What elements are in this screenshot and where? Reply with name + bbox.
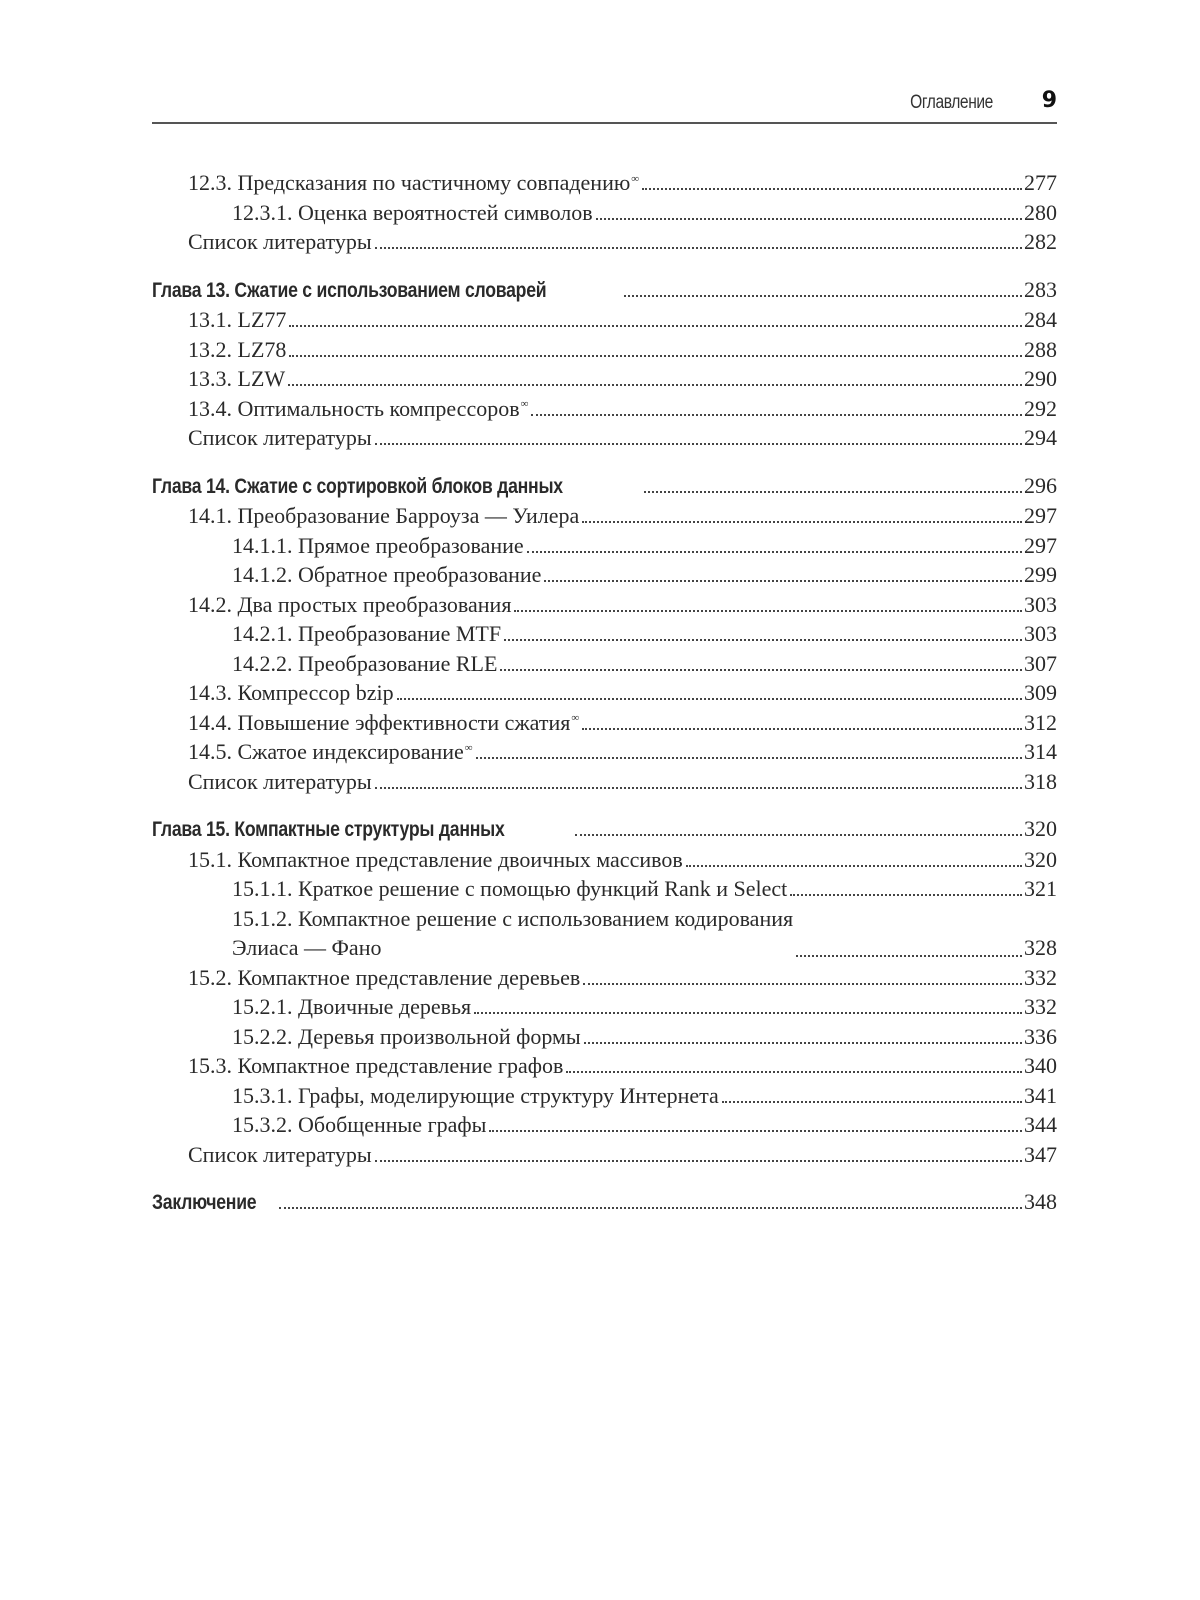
- toc-entry[interactable]: [152, 845, 1057, 875]
- toc-page-number: 309: [1024, 680, 1057, 705]
- dot-leader: [566, 1071, 1022, 1073]
- toc-entry-title: [152, 472, 641, 502]
- toc-page-number: 288: [1024, 336, 1057, 362]
- toc-entry[interactable]: [152, 1051, 1057, 1081]
- toc-entry[interactable]: [152, 198, 1057, 228]
- dot-leader: [375, 787, 1022, 789]
- toc-page-number: 303: [1024, 621, 1057, 646]
- toc-entry-label: Глава 13. Сжатие с использованием словарей: [152, 278, 547, 302]
- toc-entry-label: 14.2. Два простых преобразования: [188, 591, 512, 617]
- dot-leader: [474, 1012, 1022, 1014]
- toc-chapter-entry[interactable]: [152, 471, 1057, 502]
- toc-page-number: 299: [1024, 562, 1057, 587]
- table-of-contents: [152, 168, 1057, 1218]
- toc-entry[interactable]: [152, 1022, 1057, 1052]
- toc-entry-title: [188, 423, 372, 453]
- toc-entry-label: Глава 14. Сжатие с сортировкой блоков данных: [152, 474, 563, 498]
- dot-leader: [514, 610, 1022, 612]
- dot-leader: [500, 669, 1022, 671]
- toc-entry-label: Глава 15. Компактные структуры данных: [152, 818, 505, 841]
- dot-leader: [575, 834, 1022, 836]
- toc-entry-label: Заключение: [152, 1191, 257, 1214]
- toc-entry[interactable]: [152, 1140, 1057, 1170]
- toc-entry-label: 14.2.2. Преобразование RLE: [232, 650, 498, 676]
- toc-entry-title: [188, 1051, 563, 1081]
- toc-entry-title: [188, 590, 511, 620]
- toc-entry-label-continuation: Элиаса — Фано: [232, 935, 382, 960]
- toc-entry[interactable]: [152, 904, 1057, 963]
- toc-page-number: 297: [1024, 503, 1057, 528]
- toc-chapter-entry[interactable]: [152, 814, 1057, 845]
- dot-leader: [279, 1207, 1022, 1209]
- dot-leader: [686, 865, 1022, 867]
- toc-chapter-entry[interactable]: [152, 1187, 1057, 1218]
- toc-entry[interactable]: [152, 649, 1057, 679]
- dot-leader: [375, 247, 1022, 249]
- toc-entry[interactable]: [152, 560, 1057, 590]
- toc-entry[interactable]: [152, 168, 1057, 198]
- dot-leader: [584, 1042, 1022, 1044]
- toc-entry-title: [232, 560, 541, 590]
- toc-entry-title: [232, 992, 471, 1022]
- dot-leader: [544, 580, 1022, 582]
- toc-entry-title: [188, 963, 580, 993]
- running-header: [152, 86, 1057, 124]
- toc-page-number: 277: [1024, 170, 1057, 195]
- running-title: Оглавление: [910, 92, 993, 113]
- toc-entry-title: [152, 1188, 276, 1218]
- toc-page-number: 332: [1024, 994, 1057, 1019]
- toc-entry-label: 14.2.1. Преобразование MTF: [232, 621, 502, 646]
- toc-entry-label: Список литературы: [188, 768, 372, 794]
- dot-leader: [527, 551, 1022, 553]
- toc-entry[interactable]: [152, 501, 1057, 531]
- infinity-mark-icon: ∞: [571, 712, 580, 725]
- page-number: 9: [1041, 88, 1057, 113]
- toc-entry-title: [232, 874, 787, 904]
- toc-page-number: 284: [1024, 307, 1057, 332]
- toc-entry-title: [232, 1022, 581, 1052]
- toc-entry-title: [232, 904, 793, 963]
- toc-entry-title: [152, 276, 621, 306]
- toc-entry-title: [152, 815, 572, 845]
- toc-page-number: 296: [1024, 472, 1057, 498]
- infinity-mark-icon: ∞: [631, 172, 640, 185]
- toc-entry[interactable]: [152, 1081, 1057, 1111]
- toc-entry[interactable]: [152, 590, 1057, 620]
- toc-page-number: 340: [1024, 1053, 1057, 1078]
- toc-entry[interactable]: [152, 767, 1057, 797]
- toc-entry-label: Список литературы: [188, 229, 372, 254]
- toc-entry[interactable]: [152, 737, 1057, 767]
- toc-page-number: 320: [1024, 816, 1057, 841]
- toc-entry-title: [188, 227, 372, 257]
- dot-leader: [642, 188, 1022, 190]
- dot-leader: [582, 728, 1022, 730]
- toc-page-number: 283: [1024, 276, 1057, 302]
- dot-leader: [796, 955, 1022, 957]
- toc-entry[interactable]: [152, 992, 1057, 1022]
- toc-entry-label: 14.1. Преобразование Барроуза — Уилера: [188, 503, 580, 528]
- toc-entry-title: [188, 767, 372, 797]
- toc-entry-title: [188, 845, 683, 875]
- toc-entry-title: [232, 649, 497, 679]
- toc-page-number: 280: [1024, 199, 1057, 225]
- toc-entry[interactable]: [152, 394, 1057, 424]
- dot-leader: [289, 355, 1022, 357]
- toc-entry-label: 14.1.1. Прямое преобразование: [232, 532, 524, 558]
- toc-entry-title: [188, 501, 579, 531]
- dot-leader: [289, 325, 1022, 327]
- toc-entry-label: 13.4. Оптимальность компрессоров: [188, 395, 520, 421]
- toc-page-number: 297: [1024, 532, 1057, 558]
- toc-page-number: 290: [1024, 366, 1057, 391]
- toc-entry-label: 15.3. Компактное представление графов: [188, 1053, 564, 1078]
- dot-leader: [582, 521, 1022, 523]
- dot-leader: [397, 698, 1022, 700]
- toc-entry-label: 13.1. LZ77: [188, 307, 287, 332]
- toc-entry-title: [232, 531, 524, 561]
- toc-entry-label: 13.2. LZ78: [188, 336, 287, 362]
- infinity-mark-icon: ∞: [464, 741, 473, 754]
- toc-entry-label: 12.3.1. Оценка вероятностей символов: [232, 199, 593, 225]
- toc-entry-label: 15.3.2. Обобщенные графы: [232, 1112, 487, 1137]
- toc-entry-label: Список литературы: [188, 425, 372, 450]
- dot-leader: [624, 295, 1022, 297]
- toc-entry[interactable]: [152, 619, 1057, 649]
- toc-page-number: 332: [1024, 964, 1057, 990]
- toc-entry-title: [188, 394, 528, 424]
- toc-entry[interactable]: [152, 227, 1057, 257]
- toc-entry-label: 15.1. Компактное представление двоичных массивов: [188, 846, 683, 872]
- toc-entry-title: [232, 1110, 486, 1140]
- toc-entry-label: 15.1.2. Компактное решение с использованием кодирования: [232, 905, 794, 931]
- toc-entry-title: [232, 1081, 719, 1111]
- dot-leader: [375, 1160, 1022, 1162]
- toc-entry-label: 14.3. Компрессор bzip: [188, 680, 394, 705]
- dot-leader: [288, 384, 1022, 386]
- toc-page-number: 312: [1024, 709, 1057, 735]
- toc-page-number: 348: [1024, 1189, 1057, 1214]
- toc-entry[interactable]: [152, 423, 1057, 453]
- toc-entry-title: [188, 305, 286, 335]
- toc-entry-title: [188, 708, 579, 738]
- infinity-mark-icon: ∞: [520, 398, 529, 411]
- toc-page-number: 314: [1024, 739, 1057, 764]
- toc-page-number: 341: [1024, 1082, 1057, 1108]
- dot-leader: [489, 1130, 1022, 1132]
- toc-entry-label: 15.2.2. Деревья произвольной формы: [232, 1023, 581, 1049]
- toc-page-number: 292: [1024, 395, 1057, 421]
- toc-entry[interactable]: [152, 1110, 1057, 1140]
- toc-entry-title: [188, 678, 394, 708]
- toc-entry-label: 14.5. Сжатое индексирование: [188, 739, 464, 764]
- toc-entry[interactable]: [152, 678, 1057, 708]
- toc-entry-title: [232, 619, 501, 649]
- toc-entry[interactable]: [152, 708, 1057, 738]
- toc-entry[interactable]: [152, 305, 1057, 335]
- toc-entry[interactable]: [152, 335, 1057, 365]
- toc-page-number: 303: [1024, 591, 1057, 617]
- dot-leader: [596, 218, 1022, 220]
- dot-leader: [504, 639, 1022, 641]
- toc-entry-label: 15.2. Компактное представление деревьев: [188, 964, 581, 990]
- toc-page-number: 321: [1024, 876, 1057, 901]
- toc-page-number: 336: [1024, 1023, 1057, 1049]
- toc-entry[interactable]: [152, 963, 1057, 993]
- toc-entry-title: [188, 168, 639, 198]
- toc-page-number: 318: [1024, 768, 1057, 794]
- toc-page-number: 347: [1024, 1141, 1057, 1167]
- dot-leader: [583, 983, 1022, 985]
- toc-entry[interactable]: [152, 874, 1057, 904]
- toc-entry-label: 15.1.1. Краткое решение с помощью функций Rank и Select: [232, 876, 788, 901]
- dot-leader: [722, 1101, 1022, 1103]
- toc-entry-label: 12.3. Предсказания по частичному совпадению: [188, 170, 631, 195]
- toc-entry-title: [232, 198, 593, 228]
- toc-page-number: 294: [1024, 425, 1057, 450]
- toc-page-number: 328: [1024, 935, 1057, 960]
- toc-entry-title: [188, 335, 286, 365]
- toc-page-number: 307: [1024, 650, 1057, 676]
- toc-entry-title: [188, 737, 473, 767]
- toc-entry[interactable]: [152, 364, 1057, 394]
- toc-page-number: 344: [1024, 1112, 1057, 1137]
- toc-chapter-entry[interactable]: [152, 275, 1057, 306]
- toc-entry-label: 14.1.2. Обратное преобразование: [232, 562, 542, 587]
- toc-page-number: 320: [1024, 846, 1057, 872]
- toc-entry-label: Список литературы: [188, 1141, 372, 1167]
- dot-leader: [790, 894, 1022, 896]
- toc-entry-title: [188, 364, 285, 394]
- toc-entry-label: 15.3.1. Графы, моделирующие структуру Интернета: [232, 1082, 719, 1108]
- dot-leader: [375, 443, 1022, 445]
- toc-entry-label: 14.4. Повышение эффективности сжатия: [188, 709, 571, 735]
- toc-entry-label: 13.3. LZW: [188, 366, 286, 391]
- dot-leader: [476, 757, 1022, 759]
- dot-leader: [644, 491, 1022, 493]
- dot-leader: [531, 414, 1022, 416]
- toc-entry-title: [188, 1140, 372, 1170]
- toc-entry-label: 15.2.1. Двоичные деревья: [232, 994, 472, 1019]
- toc-page-number: 282: [1024, 229, 1057, 254]
- toc-entry[interactable]: [152, 531, 1057, 561]
